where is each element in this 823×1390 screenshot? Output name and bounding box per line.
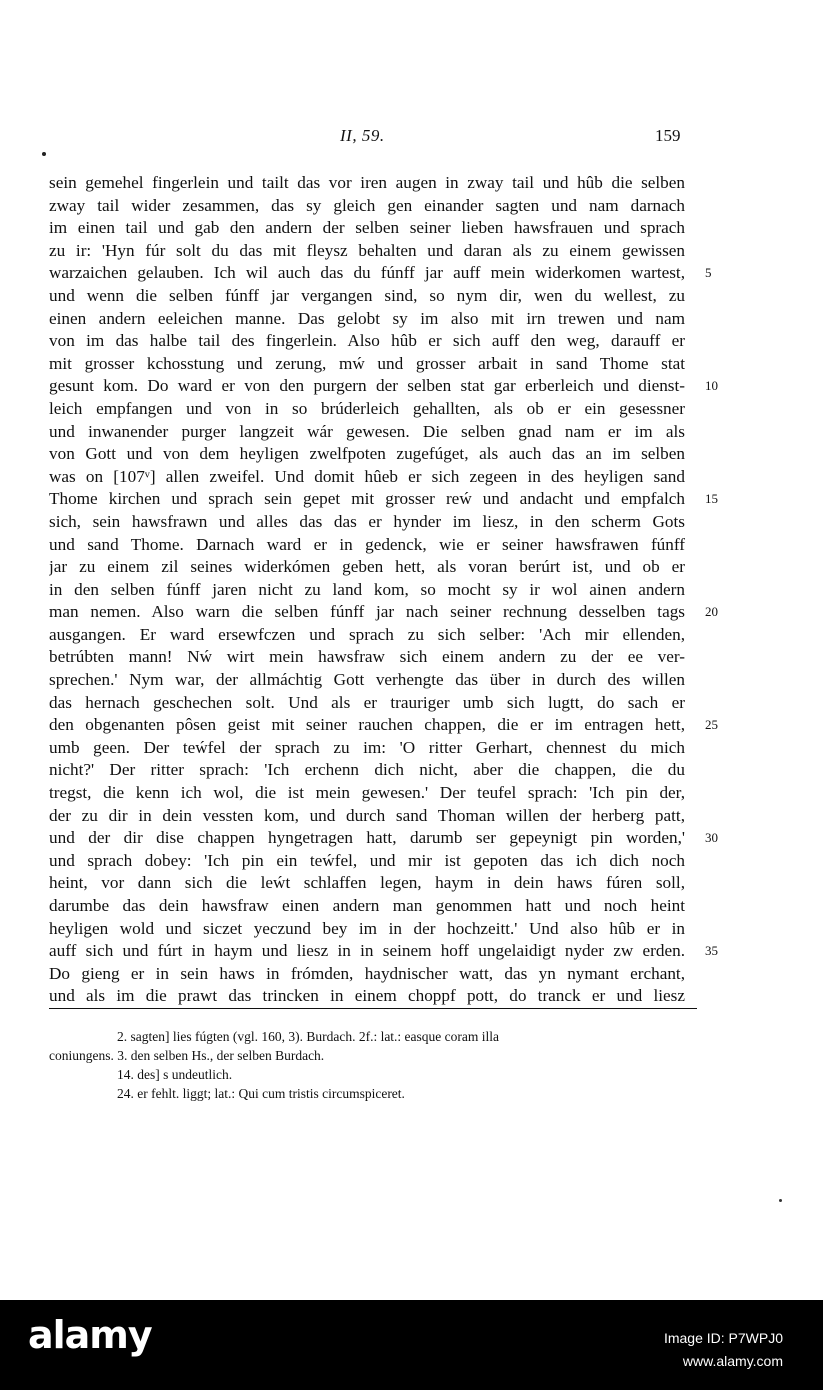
line-number: 15 — [705, 491, 718, 507]
line-text: sprechen.' Nym war, der allmáchtig Gott verhengte das über in durch des willen — [49, 670, 685, 690]
text-line — [49, 646, 697, 669]
text-line — [49, 511, 697, 534]
text-line — [49, 466, 697, 489]
text-line — [49, 872, 697, 895]
text-line — [49, 985, 697, 1008]
running-head — [0, 126, 823, 152]
line-text: sein gemehel fingerlein und tailt das vor iren augen in zway tail und hûb die selben — [49, 173, 685, 192]
footnote-rule — [49, 1008, 697, 1009]
text-line — [49, 240, 697, 263]
page-number: 159 — [655, 126, 681, 145]
text-line — [49, 895, 697, 918]
text-line — [49, 918, 697, 941]
footnote-line: coniungens. 3. den selben Hs., der selben Burdach. — [49, 1048, 325, 1063]
line-text: zu ir: 'Hyn fúr solt du das mit fleysz behalten und daran als zu einem gewissen — [49, 240, 685, 260]
text-line — [49, 308, 697, 331]
line-text: heyligen wold und siczet yeczund bey im in der hochzeitt.' Und also hûb er in — [49, 918, 685, 938]
line-text: darumbe das dein hawsfraw einen andern man genommen hatt und noch heint — [49, 896, 685, 915]
text-line — [49, 195, 697, 218]
line-text: heint, vor dann sich die leẃt schlaffen legen, haym in dein haws fúren soll, — [49, 873, 685, 893]
line-number: 30 — [705, 830, 718, 846]
footnote-line: 14. des] s undeutlich. — [117, 1067, 233, 1082]
text-line — [49, 330, 697, 353]
text-line — [49, 172, 697, 195]
line-text: und sand Thome. Darnach ward er in gedenck, wie er seiner hawsfrawen fúnff — [49, 534, 685, 554]
line-text: Thome kirchen und sprach sein gepet mit grosser reẃ und andacht und empfalch — [49, 489, 685, 509]
line-text: den obgenanten pôsen geist mit seiner rauchen chappen, die er im entragen hett, — [49, 715, 685, 735]
text-line — [49, 850, 697, 873]
text-line — [49, 827, 718, 850]
line-text: was on [107ᵛ] allen zweifel. Und domit hûeb er sich zegeen in des heyligen sand — [49, 466, 685, 486]
line-text: von im das halbe tail des fingerlein. Also hûb er sich auff den weg, darauff er — [49, 331, 685, 351]
text-line — [49, 579, 697, 602]
text-line — [49, 782, 697, 805]
site-url: www.alamy.com — [682, 1353, 783, 1369]
line-text: und als im die prawt das trincken in einem choppf pott, do tranck er und liesz — [49, 986, 685, 1006]
line-text: im einen tail und gab den andern der selben seiner lieben hawsfrauen und sprach — [49, 218, 685, 238]
text-line — [49, 285, 697, 308]
line-text: und wenn die selben fúnff jar vergangen sind, so nym dir, wen du wellest, zu — [49, 285, 685, 305]
line-text: sich, sein hawsfrawn und alles das das er hynder im liesz, in den scherm Gots — [49, 511, 685, 531]
text-line — [49, 759, 697, 782]
footnotes — [49, 1027, 697, 1103]
line-text: betrúbten mann! Nẃ wirt mein hawsfraw sich einem andern zu der ee ver- — [49, 647, 685, 667]
line-text: und der dir dise chappen hyngetragen hatt, darumb ser gepeynigt pin worden,' — [49, 828, 685, 848]
brand-logo: alamy — [28, 1313, 152, 1357]
text-line — [49, 217, 697, 240]
text-line — [49, 262, 712, 285]
text-line — [49, 669, 697, 692]
text-line — [49, 353, 697, 376]
ink-speck — [42, 152, 46, 156]
body-text — [49, 172, 718, 1008]
line-text: der zu dir in dein vessten kom, und durch sand Thoman willen der herberg patt, — [49, 805, 685, 825]
text-line — [49, 692, 697, 715]
text-line — [49, 963, 697, 986]
line-text: von Gott und von dem heyligen zwelfpoten zugefúget, als auch das an im selben — [49, 444, 685, 464]
line-text: einen andern eeleichen manne. Das gelobt sy im also mit irn trewen und nam — [49, 308, 685, 328]
footnote-line: 2. sagten] lies fúgten (vgl. 160, 3). Burdach. 2f.: lat.: easque coram illa — [117, 1029, 500, 1044]
line-text: und sprach dobey: 'Ich pin ein teẃfel, und mir ist gepoten das ich dich noch — [49, 850, 685, 870]
text-line — [49, 556, 697, 579]
text-line — [49, 534, 697, 557]
text-line — [49, 443, 697, 466]
line-text: auff sich und fúrt in haym und liesz in in seinem hoff ungelaidigt nyder zw erden. — [49, 941, 685, 961]
line-number: 5 — [705, 265, 712, 281]
line-text: in den selben fúnff jaren nicht zu land kom, so mocht sy ir wol ainen andern — [49, 579, 685, 599]
line-text: nicht?' Der ritter sprach: 'Ich erchenn dich nicht, aber die chappen, die du — [49, 760, 685, 780]
text-line — [49, 421, 697, 444]
text-line — [49, 805, 697, 828]
line-number: 20 — [705, 604, 718, 620]
line-text: ausgangen. Er ward ersewfczen und sprach zu sich selber: 'Ach mir ellenden, — [49, 624, 685, 644]
line-text: und inwanender purger langzeit wár gewesen. Die selben gnad nam er im als — [49, 421, 685, 441]
text-line — [49, 398, 697, 421]
text-line — [49, 624, 697, 647]
line-number: 35 — [705, 943, 718, 959]
ink-speck — [779, 1199, 782, 1202]
running-title: II, 59. — [340, 126, 385, 145]
line-text: Do gieng er in sein haws in frómden, haydnischer watt, das yn nymant erchant, — [49, 963, 685, 983]
line-text: leich empfangen und von in so brúderleich gehallten, als ob er ein gesessner — [49, 398, 685, 418]
text-line — [49, 737, 697, 760]
image-id: Image ID: P7WPJ0 — [663, 1330, 783, 1346]
line-text: man nemen. Also warn die selben fúnff jar nach seiner rechnung desselben tags — [49, 602, 685, 622]
line-text: gesunt kom. Do ward er von den purgern der selben stat gar erberleich und dienst- — [49, 376, 685, 396]
line-text: zway tail wider zesammen, das sy gleich gen einander sagten und nam darnach — [49, 195, 685, 215]
line-number: 25 — [705, 717, 718, 733]
line-number: 10 — [705, 378, 718, 394]
line-text: umb geen. Der teẃfel der sprach zu im: 'O ritter Gerhart, chennest du mich — [49, 737, 685, 757]
line-text: jar zu einem zil seines widerkómen geben hett, als voran berúrt ist, und ob er — [49, 557, 685, 577]
footnote-line: 24. er fehlt. liggt; lat.: Qui cum tristis circumspiceret. — [117, 1086, 405, 1101]
text-line — [49, 940, 718, 963]
line-text: tregst, die kenn ich wol, die ist mein gewesen.' Der teufel sprach: 'Ich pin der, — [49, 783, 685, 803]
line-text: warzaichen gelauben. Ich wil auch das du fúnff jar auff mein widerkomen wartest, — [49, 263, 685, 283]
text-line — [49, 375, 718, 398]
text-line — [49, 601, 718, 624]
text-line — [49, 714, 718, 737]
line-text: mit grosser kchosstung und zerung, mẃ und grosser arbait in sand Thome stat — [49, 353, 685, 373]
line-text: das hernach geschechen solt. Und als er trauriger umb sich lugtt, do sach er — [49, 692, 685, 712]
text-line — [49, 488, 718, 511]
